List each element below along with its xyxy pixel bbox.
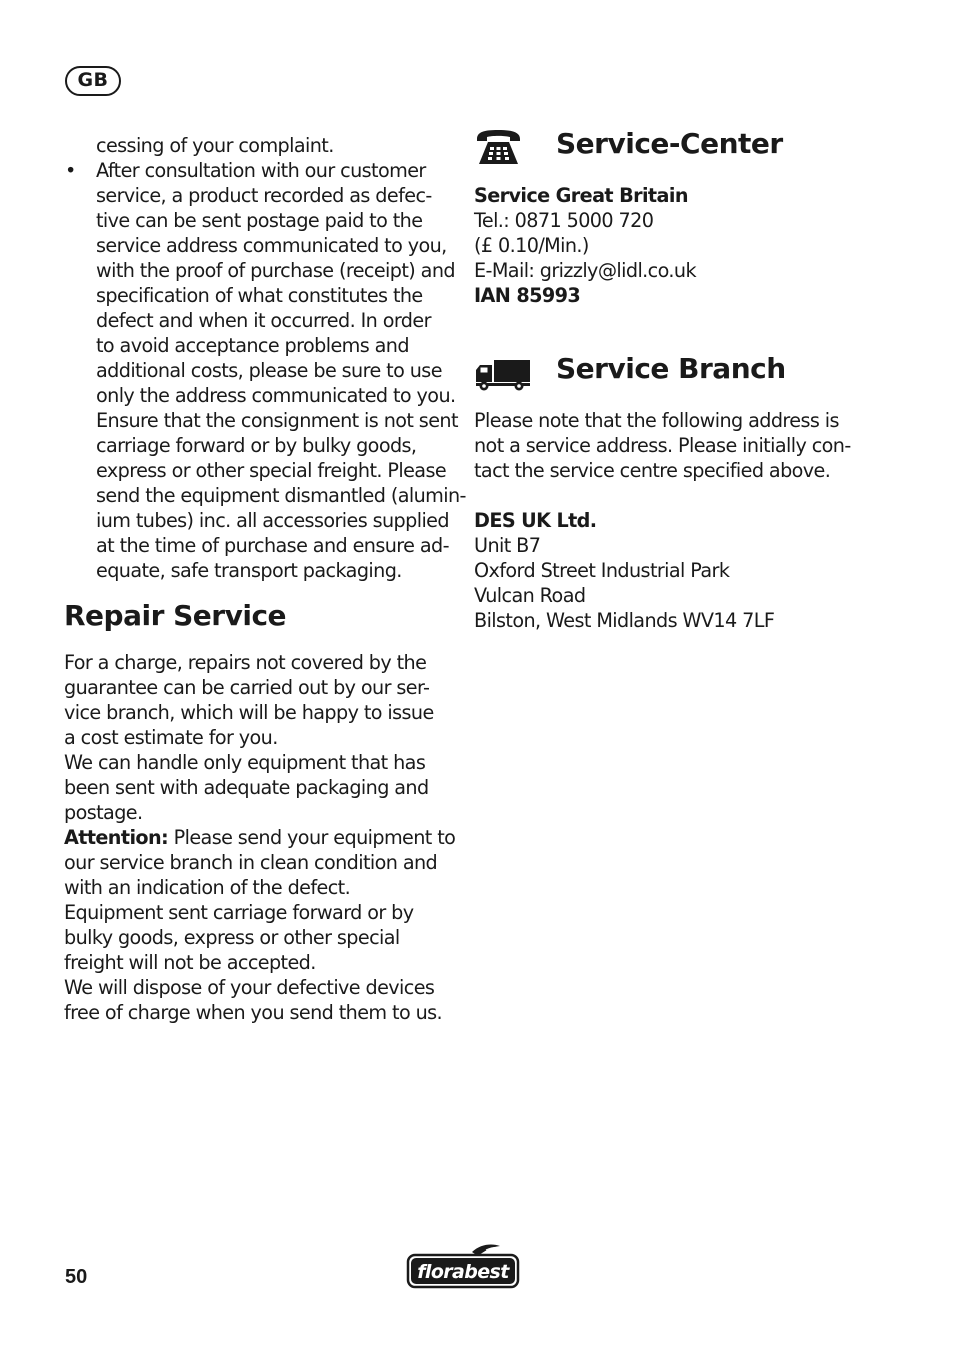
body-line: been sent with adequate packaging and bbox=[64, 776, 429, 799]
bullet-line: equate, safe transport packaging. bbox=[96, 559, 402, 582]
bullet-line: at the time of purchase and ensure ad- bbox=[96, 534, 449, 557]
branch-note-line: not a service address. Please initially con- bbox=[474, 434, 851, 457]
body-line: We can handle only equipment that has bbox=[64, 751, 426, 774]
service-name: Service Great Britain bbox=[474, 184, 688, 207]
attention-label: Attention: bbox=[64, 826, 169, 849]
body-line: For a charge, repairs not covered by the bbox=[64, 651, 427, 674]
bullet-line: service address communicated to you, bbox=[96, 234, 447, 257]
branch-address-line: Oxford Street Industrial Park bbox=[474, 559, 730, 582]
bullet-line: ium tubes) inc. all accessories supplied bbox=[96, 509, 449, 532]
body-line: bulky goods, express or other special bbox=[64, 926, 400, 949]
body-line: freight will not be accepted. bbox=[64, 951, 316, 974]
body-line: free of charge when you send them to us. bbox=[64, 1001, 443, 1024]
bullet-line: tive can be sent postage paid to the bbox=[96, 209, 423, 232]
service-rate: (£ 0.10/Min.) bbox=[474, 234, 589, 257]
body-line: Equipment sent carriage forward or by bbox=[64, 901, 414, 924]
attention-line: Attention: Please send your equipment to bbox=[64, 826, 456, 849]
branch-address-line: Unit B7 bbox=[474, 534, 541, 557]
bullet-line: service, a product recorded as defec- bbox=[96, 184, 432, 207]
bullet-line: • After consultation with our customer bbox=[65, 159, 426, 182]
language-badge: GB bbox=[65, 66, 121, 96]
service-center-heading bbox=[474, 128, 869, 172]
right-column bbox=[474, 128, 869, 633]
service-branch-heading bbox=[474, 353, 869, 397]
repair-service-heading: Repair Service bbox=[64, 599, 287, 632]
bullet-line: to avoid acceptance problems and bbox=[96, 334, 409, 357]
service-telephone: Tel.: 0871 5000 720 bbox=[474, 209, 654, 232]
body-line: a cost estimate for you. bbox=[64, 726, 278, 749]
bullet-line: defect and when it occurred. In order bbox=[96, 309, 431, 332]
florabest-logo bbox=[406, 1243, 520, 1289]
body-line: vice branch, which will be happy to issue bbox=[64, 701, 434, 724]
truck-icon bbox=[474, 358, 532, 398]
continuation-line: cessing of your complaint. bbox=[96, 134, 334, 157]
bullet-line: specification of what constitutes the bbox=[96, 284, 423, 307]
service-branch-title: Service Branch bbox=[556, 352, 786, 385]
bullet-line: Ensure that the consignment is not sent bbox=[96, 409, 458, 432]
body-line: postage. bbox=[64, 801, 143, 824]
bullet-dot: • bbox=[65, 159, 76, 182]
bullet-line: carriage forward or by bulky goods, bbox=[96, 434, 417, 457]
service-email[interactable]: E-Mail: grizzly@lidl.co.uk bbox=[474, 259, 696, 282]
page-number: 50 bbox=[65, 1266, 88, 1288]
ian-number: IAN 85993 bbox=[474, 284, 581, 307]
bullet-line: send the equipment dismantled (alumin- bbox=[96, 484, 466, 507]
bullet-line: additional costs, please be sure to use bbox=[96, 359, 442, 382]
branch-note-line: Please note that the following address is bbox=[474, 409, 839, 432]
logo-text: florabest bbox=[417, 1261, 509, 1283]
telephone-icon bbox=[474, 128, 524, 168]
bullet-line: with the proof of purchase (receipt) and bbox=[96, 259, 455, 282]
service-center-title: Service-Center bbox=[556, 127, 783, 160]
branch-company: DES UK Ltd. bbox=[474, 509, 597, 532]
left-column bbox=[64, 133, 466, 1025]
branch-address-line: Vulcan Road bbox=[474, 584, 586, 607]
repair-service-body bbox=[64, 650, 454, 1025]
body-line: guarantee can be carried out by our ser- bbox=[64, 676, 430, 699]
bullet-line: only the address communicated to you. bbox=[96, 384, 456, 407]
body-line: with an indication of the defect. bbox=[64, 876, 351, 899]
body-line: We will dispose of your defective devices bbox=[64, 976, 435, 999]
branch-address-line: Bilston, West Midlands WV14 7LF bbox=[474, 609, 775, 632]
bullet-line: express or other special freight. Please bbox=[96, 459, 447, 482]
branch-note-line: tact the service centre specified above. bbox=[474, 459, 831, 482]
bullet-item bbox=[64, 158, 466, 583]
body-line: our service branch in clean condition and bbox=[64, 851, 438, 874]
